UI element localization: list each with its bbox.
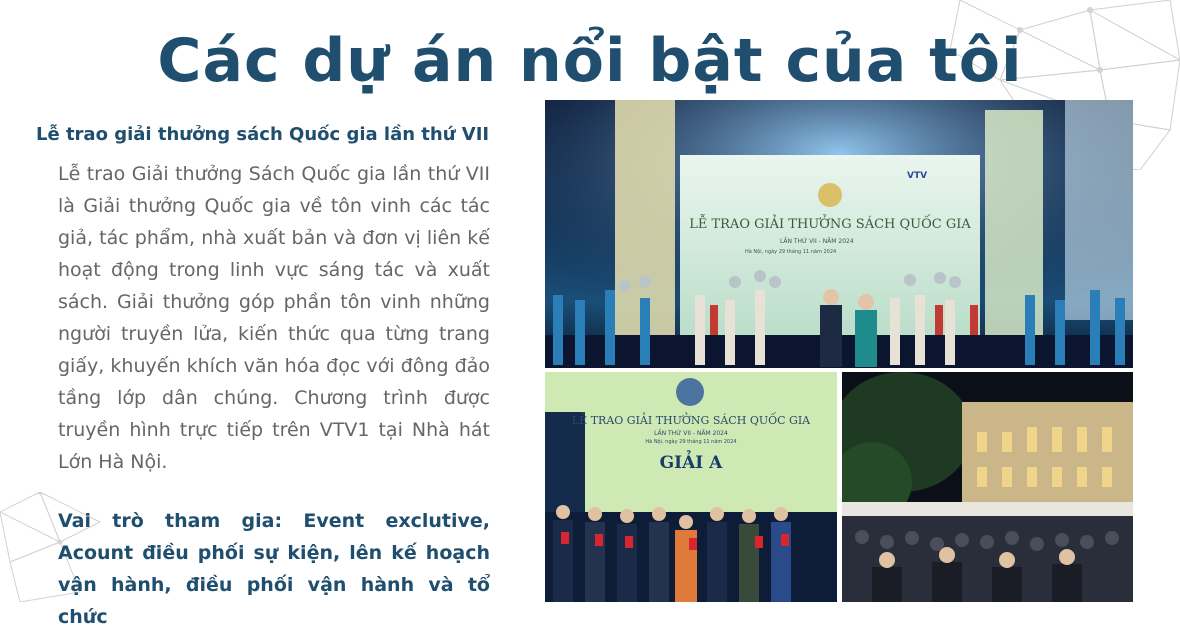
screen-date: Hà Nội, ngày 29 tháng 11 năm 2024 xyxy=(745,249,837,255)
screen-subtitle: LẦN THỨ VII - NĂM 2024 xyxy=(654,430,728,437)
project-role: Vai trò tham gia: Event exclutive, Acount điều phối sự kiện, lên kế hoạch vận hành, điều phối vận hành và tổ chức xyxy=(58,510,490,628)
opera-house-audience-photo xyxy=(842,372,1133,602)
screen-title: LỄ TRAO GIẢI THƯỞNG SÁCH QUỐC GIA xyxy=(689,217,971,232)
project-heading: Lễ trao giải thưởng sách Quốc gia lần thứ VII xyxy=(36,124,490,145)
page-title: Các dự án nổi bật của tôi xyxy=(157,26,1023,96)
screen-date: Hà Nội, ngày 29 tháng 11 năm 2024 xyxy=(645,439,737,445)
stage-ceremony-photo xyxy=(545,100,1133,368)
prize-label: GIẢI A xyxy=(659,453,723,473)
screen-logo: VTV xyxy=(907,171,928,181)
screen-subtitle: LẦN THỨ VII - NĂM 2024 xyxy=(780,238,854,245)
award-winners-photo xyxy=(545,372,837,602)
screen-title: LỄ TRAO GIẢI THƯỞNG SÁCH QUỐC GIA xyxy=(571,414,811,427)
project-description: Lễ trao Giải thưởng Sách Quốc gia lần thứ VII là Giải thưởng Quốc gia về tôn vinh các tác giả, tác phẩm, nhà xuất bản và đơn vị liên kế hoạt động trong linh vực sáng tác và xuất sách. Giải thưởng góp phần tôn vinh những người truyền lửa, kiến thức qua từng trang giấy, khuyến khích văn hóa đọc với đông đảo tầng lớp dân chúng. Chương trình được truyền hình trực tiếp trên VTV1 tại Nhà hát Lớn Hà Nội. xyxy=(58,163,490,473)
